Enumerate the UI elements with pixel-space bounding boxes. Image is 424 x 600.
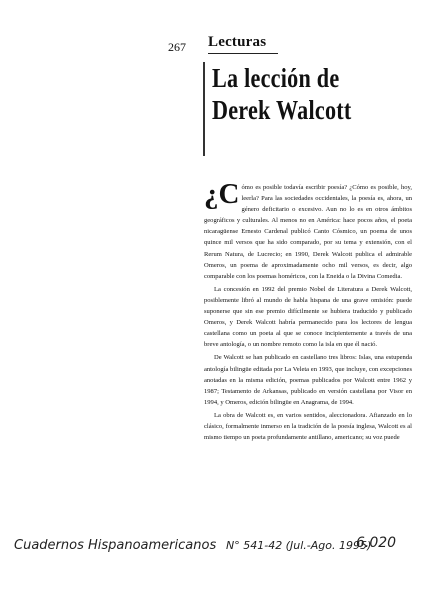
paragraph-4: La obra de Walcott es, en varios sentidos, aleccionadora. Afianzado en lo clásico, formalmente inmerso en la tradición de la poesía inglesa, Walcott es al mismo tiempo un poeta profundamente antillano, americano; su voz puede (204, 411, 412, 442)
paragraph-1 (204, 178, 412, 282)
drop-cap: ¿C (204, 178, 240, 210)
annotation-issue: N° 541-42 (Jul.-Ago. 1995) (226, 539, 372, 552)
section-rule (208, 53, 278, 54)
article-body (204, 178, 412, 445)
annotation-catalog-id: 6.020 (356, 535, 397, 551)
annotation-source: Cuadernos Hispanoamericanos (14, 538, 217, 553)
paragraph-1-text: ómo es posible todavía escribir poesía? ¿Cómo es posible, hoy, leerla? Para las sociedades occidentales, la poesía es, ahora, un género deficitario o excesivo. Aun no lo es en otros ámbitos geográficos y culturales. Al menos no en América: hace pocos años, el poeta nicaragüense Ernesto Cardenal publicó Canto Cósmico, un poema de unos quince mil versos que ha sido comparado, por su tema y extensión, con el Rerum Natura, de Lucrecio; en 1990, Derek Walcott publica el admirable Omeros, un poema de aproximadamente ocho mil versos, es decir, algo comparable con los poemas homéricos, con la Eneida o la Divina Comedia. (204, 184, 412, 280)
title-line-2: Derek Walcott (212, 95, 352, 125)
page-number: 267 (168, 40, 186, 54)
paragraph-2: La concesión en 1992 del premio Nobel de Literatura a Derek Walcott, posiblemente libró al mundo de habla hispana de una grave omisión: puede suponerse que sin ese premio difícilmente se hubiera traducido y publicado Omeros, y Derek Walcott habría permanecido para los lectores de lengua castellana como un poeta al que se conoce incipientemente a través de una breve antología, o un nombre remoto como la isla en que él nació. (204, 285, 412, 349)
title-line-1: La lección de (212, 63, 340, 93)
section-label: Lecturas (208, 34, 267, 50)
article-title (212, 62, 376, 126)
paragraph-3: De Walcott se han publicado en castellano tres libros: Islas, una estupenda antología bilingüe editada por La Veleta en 1993, que incluye, con excepciones anotadas en la misma edición, poemas publicados por Walcott entre 1962 y 1987; Testamento de Arkansas, publicado en versión castellana por Visor en 1994, y Omeros, edición bilingüe en Anagrama, de 1994. (204, 354, 412, 406)
title-bar (203, 62, 205, 156)
